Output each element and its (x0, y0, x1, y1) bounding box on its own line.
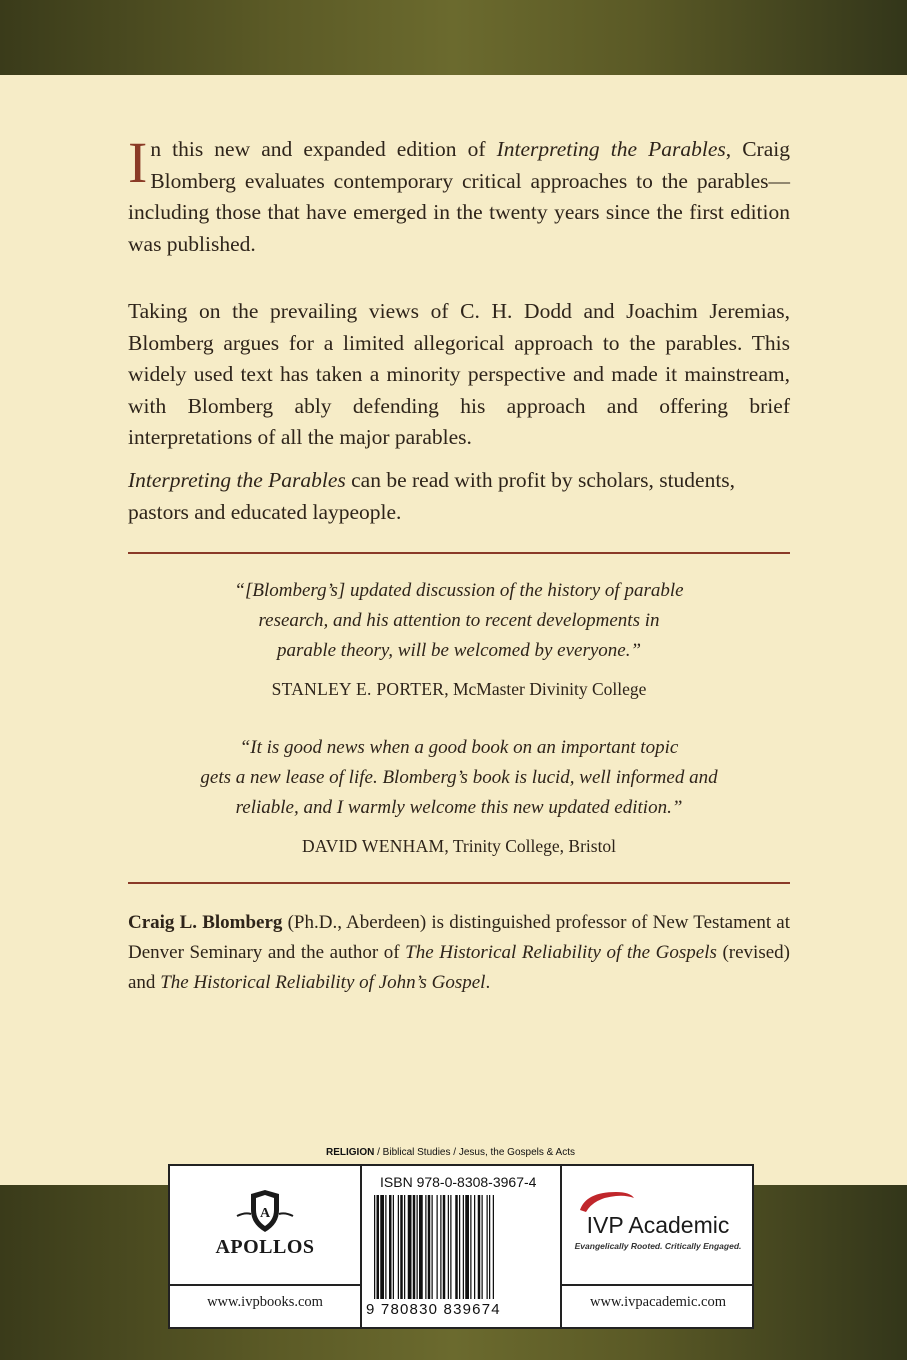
barcode-bar (470, 1195, 471, 1299)
barcode-bar (400, 1195, 403, 1299)
barcode-bar (437, 1195, 438, 1299)
barcode-bar (487, 1195, 488, 1299)
barcode-bar (463, 1195, 464, 1299)
barcode-bar (448, 1195, 449, 1299)
divider (562, 1284, 754, 1286)
ivp-wordmark: IVP Academic (586, 1212, 730, 1238)
drop-cap: I (128, 130, 148, 195)
endorser-name: DAVID WENHAM (301, 836, 445, 856)
barcode-bar (443, 1195, 446, 1299)
divider (170, 1284, 360, 1286)
top-band (0, 0, 907, 75)
barcode-bar (489, 1195, 490, 1299)
barcode-bar (408, 1195, 412, 1299)
barcode-bar (389, 1195, 392, 1299)
barcode-bar (385, 1195, 386, 1299)
barcode-bar (455, 1195, 458, 1299)
barcode-bar (413, 1195, 416, 1299)
barcode-bar (450, 1195, 451, 1299)
author-name: Craig L. Blomberg (128, 912, 283, 933)
barcode-bar (493, 1195, 494, 1299)
apollos-url[interactable]: www.ivpbooks.com (207, 1294, 323, 1310)
barcode-bar (374, 1195, 375, 1299)
apollos-wordmark: APOLLOS (215, 1236, 315, 1258)
barcode-number: 9 780830 839674 (366, 1301, 501, 1318)
barcode-bar (459, 1195, 460, 1299)
endorsement-quote: “[Blomberg’s] updated discussion of the history of parable research, and his attention to recent developments in parable theory, will be welcomed by everyone.” (234, 580, 684, 661)
barcode-bar (380, 1195, 384, 1299)
barcode-bar (404, 1195, 405, 1299)
barcode (372, 1195, 548, 1299)
endorser-name: STANLEY E. PORTER (271, 679, 445, 699)
barcode-bar (478, 1195, 481, 1299)
book-title: Interpreting the Parables (128, 468, 346, 492)
ivp-swoosh-icon (576, 1188, 636, 1214)
divider (128, 552, 790, 554)
book-title: Interpreting the Parables (496, 137, 726, 161)
svg-text:A: A (259, 1206, 271, 1221)
category-line: RELIGION / Biblical Studies / Jesus, the Gospels & Acts (326, 1147, 575, 1158)
barcode-bar (428, 1195, 431, 1299)
ivp-section (560, 1166, 754, 1327)
author-bio: Craig L. Blomberg (Ph.D., Aberdeen) is distinguished professor of New Testament at Denver Seminary and the author of The Historical Reliability of the Gospels (revised) and The Historical Reliability of John’s Gospel. (128, 912, 790, 993)
barcode-bar (465, 1195, 469, 1299)
apollos-shield-icon (229, 1188, 301, 1238)
endorsement-attribution: STANLEY E. PORTER, McMaster Divinity College (271, 679, 647, 699)
barcode-bar (419, 1195, 423, 1299)
divider (128, 882, 790, 884)
barcode-bar (474, 1195, 475, 1299)
ivp-url[interactable]: www.ivpacademic.com (590, 1294, 726, 1310)
description-paragraph-1: In this new and expanded edition of Interpreting the Parables, Craig Blomberg evaluates contemporary critical approaches to the parables—including those that have emerged in the twenty years since the first edition was published. (128, 130, 790, 256)
barcode-bar (398, 1195, 399, 1299)
description-paragraph-3: Interpreting the Parables can be read with profit by scholars, students, pastors and educated laypeople. (128, 468, 736, 524)
endorsement-quote: “It is good news when a good book on an important topic gets a new lease of life. Blomberg’s book is lucid, well informed and reliable, and I warmly welcome this new updated edition.” (200, 737, 718, 818)
barcode-panel (168, 1164, 754, 1329)
barcode-bar (440, 1195, 441, 1299)
barcode-bar (482, 1195, 483, 1299)
barcode-bar (425, 1195, 426, 1299)
barcode-bar (377, 1195, 380, 1299)
apollos-section (170, 1166, 362, 1327)
isbn-label: ISBN 978-0-8308-3967-4 (380, 1174, 537, 1190)
barcode-bar (393, 1195, 394, 1299)
description-paragraph-2: Taking on the prevailing views of C. H. Dodd and Joachim Jeremias, Blomberg argues for a limited allegorical approach to the parables. This widely used text has taken a minority perspective and made it mainstream, with Blomberg ably defending his approach and offering brief interpretations of all the major parables. (128, 299, 790, 449)
ivp-tagline: Evangelically Rooted. Critically Engaged. (574, 1241, 742, 1251)
barcode-section (362, 1166, 558, 1327)
barcode-bar (417, 1195, 418, 1299)
endorsement-attribution: DAVID WENHAM, Trinity College, Bristol (301, 836, 617, 856)
barcode-bar (432, 1195, 433, 1299)
